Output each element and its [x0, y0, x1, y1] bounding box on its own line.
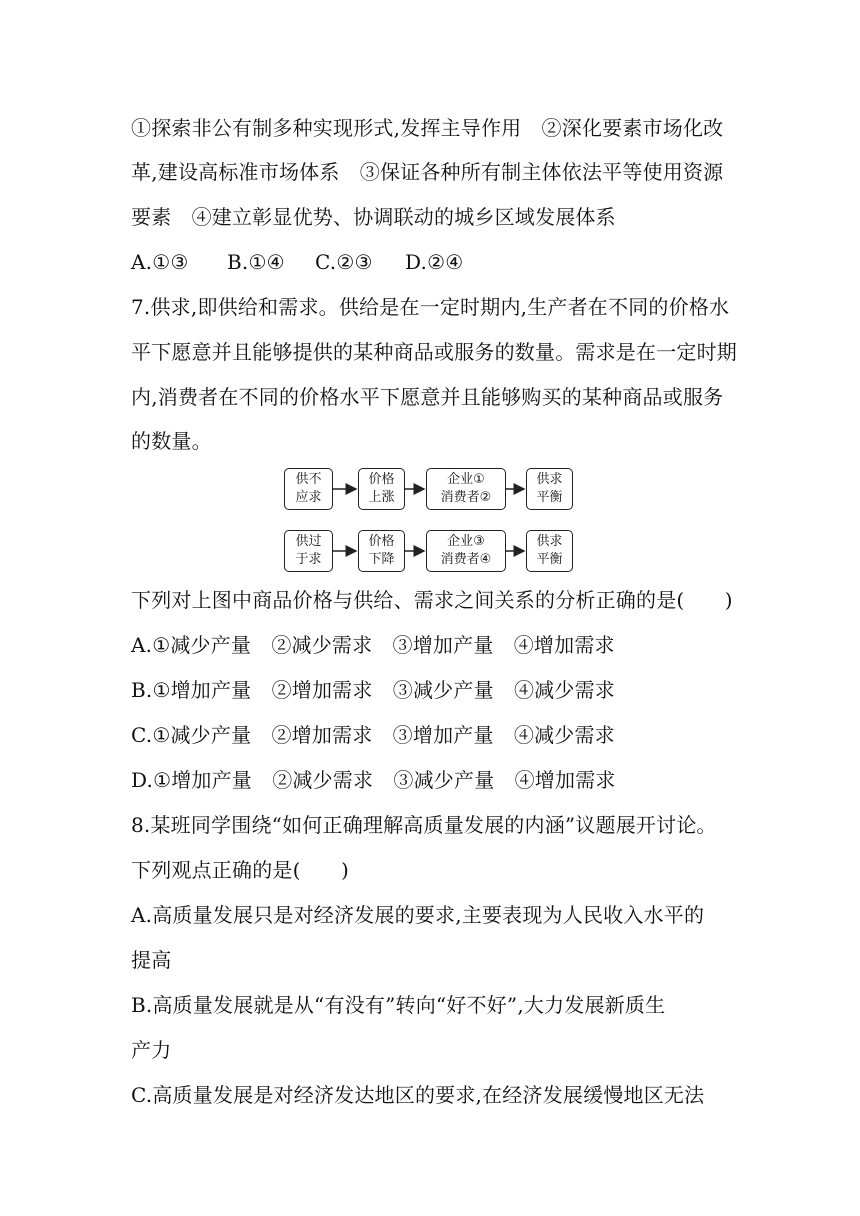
box-line: 下降 — [368, 552, 395, 567]
box-line: 平衡 — [536, 552, 563, 567]
diagram-box-price-fall — [358, 530, 405, 572]
q8-option-c-line-1: C.高质量发展是对经济发达地区的要求,在经济发展缓慢地区无法 — [131, 1083, 705, 1107]
q8-option-a-line-1: A.高质量发展只是对经济发展的要求,主要表现为人民收入水平的 — [131, 903, 705, 927]
q7-stem: 下列对上图中商品价格与供给、需求之间关系的分析正确的是( ) — [131, 588, 733, 612]
q6-option-c: C.②③ — [315, 250, 373, 274]
q7-text-line-4: 的数量。 — [131, 429, 212, 453]
q6-option-items-line-3: 要素 ④建立彰显优势、协调联动的城乡区域发展体系 — [131, 205, 616, 229]
q7-option-a: A.①减少产量 ②减少需求 ③增加产量 ④增加需求 — [131, 633, 615, 657]
box-line: 企业③ — [447, 534, 485, 549]
box-line: 上涨 — [368, 490, 395, 505]
q8-stem-line-2: 下列观点正确的是( ) — [131, 858, 350, 882]
box-line: 价格 — [368, 534, 395, 549]
diagram-box-price-rise — [358, 468, 405, 510]
diagram-box-shortage — [284, 468, 333, 510]
q7-text-line-3: 内,消费者在不同的价格水平下愿意并且能够购买的某种商品或服务 — [131, 385, 724, 409]
box-line: 消费者④ — [440, 552, 492, 567]
q6-option-items-line-1: ①探索非公有制多种实现形式,发挥主导作用 ②深化要素市场化改 — [131, 116, 724, 140]
box-line: 于求 — [295, 552, 322, 567]
q8-option-b-line-2: 产力 — [131, 1038, 172, 1062]
box-line: 供求 — [536, 472, 563, 487]
q7-option-c: C.①减少产量 ②增加需求 ③增加产量 ④减少需求 — [131, 723, 615, 747]
q7-text-line-1: 7.供求,即供给和需求。供给是在一定时期内,生产者在不同的价格水 — [131, 295, 730, 319]
diagram-box-balance-2 — [526, 530, 573, 572]
q6-option-a: A.①③ — [131, 250, 189, 274]
q8-option-a-line-2: 提高 — [131, 948, 172, 972]
q6-option-d: D.②④ — [405, 250, 464, 274]
box-line: 消费者② — [440, 490, 492, 505]
diagram-box-balance-1 — [526, 468, 573, 510]
q8-stem-line-1: 8.某班同学围绕“如何正确理解高质量发展的内涵”议题展开讨论。 — [131, 813, 717, 837]
box-line: 企业① — [447, 472, 485, 487]
q7-text-line-2: 平下愿意并且能够提供的某种商品或服务的数量。需求是在一定时期 — [131, 340, 737, 364]
box-line: 价格 — [368, 472, 395, 487]
q6-option-b: B.①④ — [227, 250, 285, 274]
diagram-box-response-1 — [426, 468, 506, 510]
box-line: 供求 — [536, 534, 563, 549]
box-line: 应求 — [295, 490, 322, 505]
q6-option-items-line-2: 革,建设高标准市场体系 ③保证各种所有制主体依法平等使用资源 — [131, 160, 724, 184]
q8-option-b-line-1: B.高质量发展就是从“有没有”转向“好不好”,大力发展新质生 — [131, 993, 666, 1017]
box-line: 供不 — [295, 472, 322, 487]
diagram-box-surplus — [284, 530, 333, 572]
q7-option-b: B.①增加产量 ②增加需求 ③减少产量 ④减少需求 — [131, 678, 615, 702]
box-line: 供过 — [295, 534, 322, 549]
q7-option-d: D.①增加产量 ②减少需求 ③减少产量 ④增加需求 — [131, 768, 616, 792]
diagram-box-response-2 — [426, 530, 506, 572]
box-line: 平衡 — [536, 490, 563, 505]
